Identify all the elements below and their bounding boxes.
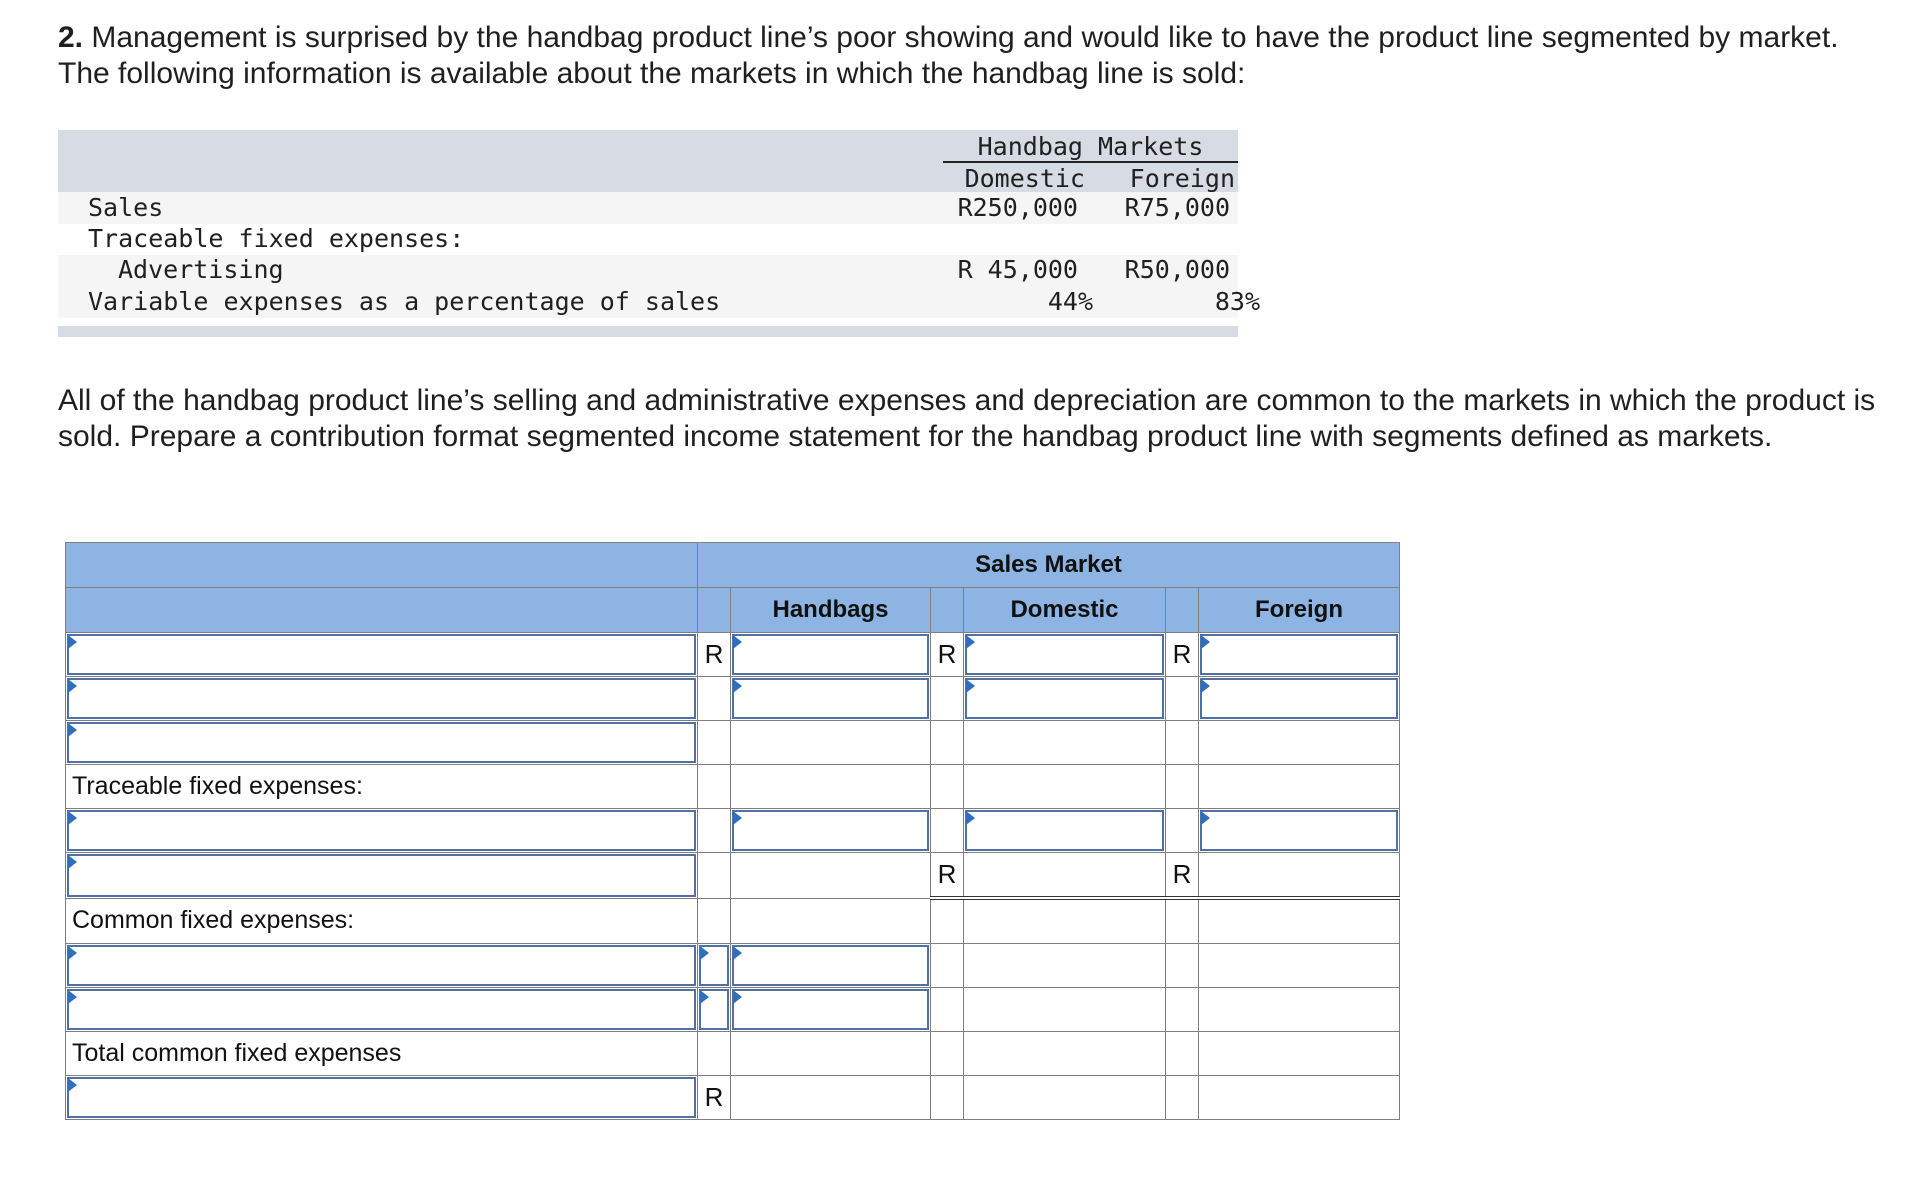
amount-cell	[731, 988, 931, 1032]
empty-cell	[1166, 809, 1199, 853]
amount-cell	[1199, 633, 1400, 677]
handbags-input[interactable]	[732, 634, 929, 675]
empty-cell	[931, 1032, 964, 1076]
empty-cell	[1199, 988, 1400, 1032]
empty-cell	[1199, 765, 1400, 809]
currency-input[interactable]	[699, 989, 729, 1030]
currency-input[interactable]	[699, 945, 729, 986]
label-input-cell	[66, 988, 698, 1032]
foreign-input[interactable]	[1200, 634, 1398, 675]
empty-cell	[931, 809, 964, 853]
foreign-input[interactable]	[1200, 678, 1398, 719]
total-common-fixed-label: Total common fixed expenses	[66, 1032, 698, 1076]
handbags-input[interactable]	[732, 945, 929, 986]
currency-symbol: R	[931, 633, 964, 677]
segmented-income-statement	[65, 542, 1400, 1120]
handbags-input[interactable]	[732, 989, 929, 1030]
empty-cell	[698, 809, 731, 853]
empty-cell	[698, 765, 731, 809]
empty-cell	[731, 1032, 931, 1076]
label-input-cell	[66, 633, 698, 677]
domestic-input[interactable]	[965, 678, 1164, 719]
empty-cell	[964, 988, 1166, 1032]
question-task: All of the handbag product line’s selling and administrative expenses and depreciation are common to the markets in which the product is sold. Prepare a contribution format segmented income statement for the handbag product line with segments defined as markets.	[58, 384, 1876, 453]
col-header-handbags: Handbags	[731, 588, 931, 633]
domestic-input[interactable]	[965, 810, 1164, 851]
amount-cell	[964, 809, 1166, 853]
label-input[interactable]	[67, 854, 696, 897]
header-blank	[66, 543, 698, 588]
header-blank	[931, 588, 964, 633]
label-input-cell	[66, 1076, 698, 1120]
info-value: R250,000	[957, 193, 1078, 222]
empty-cell	[964, 1076, 1166, 1120]
info-row-label: Traceable fixed expenses:	[88, 224, 465, 253]
amount-cell	[731, 677, 931, 721]
question-number: 2.	[58, 21, 84, 54]
empty-cell	[964, 898, 1166, 944]
amount-cell	[731, 633, 931, 677]
header-blank	[66, 588, 698, 633]
empty-cell	[731, 898, 931, 944]
common-fixed-label: Common fixed expenses:	[66, 898, 698, 944]
label-input[interactable]	[67, 678, 696, 719]
empty-cell	[1166, 721, 1199, 765]
empty-cell	[931, 898, 964, 944]
amount-cell	[1199, 677, 1400, 721]
foreign-input[interactable]	[1200, 810, 1398, 851]
label-input[interactable]	[67, 810, 696, 851]
col-header-foreign: Foreign	[1199, 588, 1400, 633]
empty-cell	[1166, 1032, 1199, 1076]
empty-cell	[1199, 721, 1400, 765]
label-input[interactable]	[67, 634, 696, 675]
segment-margin-cell	[1199, 853, 1400, 899]
info-value: 83%	[1214, 287, 1260, 316]
empty-cell	[698, 1032, 731, 1076]
label-input[interactable]	[67, 1077, 696, 1118]
info-col-foreign: Foreign	[1129, 164, 1235, 193]
empty-cell	[931, 721, 964, 765]
empty-cell	[964, 944, 1166, 988]
traceable-fixed-label: Traceable fixed expenses:	[66, 765, 698, 809]
info-value: 44%	[1047, 287, 1093, 316]
empty-cell	[1166, 944, 1199, 988]
empty-cell	[1199, 1076, 1400, 1120]
amount-cell	[964, 677, 1166, 721]
empty-cell	[964, 1032, 1166, 1076]
handbags-input[interactable]	[732, 678, 929, 719]
info-group-header: Handbag Markets	[977, 132, 1204, 161]
label-input-cell	[66, 944, 698, 988]
handbags-input[interactable]	[732, 810, 929, 851]
label-input-cell	[66, 853, 698, 899]
label-input[interactable]	[67, 945, 696, 986]
header-rule	[943, 161, 1238, 163]
empty-cell	[698, 721, 731, 765]
empty-cell	[1199, 898, 1400, 944]
empty-cell	[698, 898, 731, 944]
info-row-label: Variable expenses as a percentage of sales	[88, 287, 721, 316]
label-input[interactable]	[67, 989, 696, 1030]
sales-market-header: Sales Market	[698, 543, 1400, 588]
handbag-markets-table	[58, 130, 1260, 337]
empty-cell	[1166, 898, 1199, 944]
info-value: R50,000	[1124, 255, 1230, 284]
segment-margin-cell	[964, 853, 1166, 899]
empty-cell	[931, 765, 964, 809]
question-intro-text: Management is surprised by the handbag product line’s poor showing and would like to have the product line segmented by market. The following information is available about the markets in which the handbag line is sold:	[58, 21, 1839, 90]
info-row-label: Sales	[88, 193, 164, 222]
label-input-cell	[66, 721, 698, 765]
footer-band	[58, 326, 1238, 337]
currency-input-cell	[698, 988, 731, 1032]
label-input-cell	[66, 809, 698, 853]
domestic-input[interactable]	[965, 634, 1164, 675]
amount-cell	[731, 1076, 931, 1120]
currency-input-cell	[698, 944, 731, 988]
amount-cell	[731, 809, 931, 853]
amount-cell	[964, 633, 1166, 677]
currency-symbol: R	[698, 1076, 731, 1120]
info-value: R 45,000	[957, 255, 1078, 284]
empty-cell	[931, 1076, 964, 1120]
empty-cell	[1166, 1076, 1199, 1120]
empty-cell	[1166, 988, 1199, 1032]
empty-cell	[931, 677, 964, 721]
question-intro	[58, 20, 1898, 92]
empty-cell	[964, 765, 1166, 809]
currency-symbol: R	[698, 633, 731, 677]
info-value: R75,000	[1124, 193, 1230, 222]
info-col-domestic: Domestic	[964, 164, 1085, 193]
empty-cell	[731, 765, 931, 809]
empty-cell	[698, 677, 731, 721]
amount-cell	[1199, 809, 1400, 853]
currency-symbol: R	[1166, 633, 1199, 677]
currency-symbol: R	[1166, 853, 1199, 899]
currency-symbol: R	[931, 853, 964, 899]
amount-cell	[731, 944, 931, 988]
col-header-domestic: Domestic	[964, 588, 1166, 633]
label-input[interactable]	[67, 722, 696, 763]
empty-cell	[1166, 765, 1199, 809]
info-row-label: Advertising	[118, 255, 284, 284]
empty-cell	[964, 721, 1166, 765]
header-blank	[1166, 588, 1199, 633]
header-blank	[698, 588, 731, 633]
empty-cell	[1166, 677, 1199, 721]
empty-cell	[931, 988, 964, 1032]
empty-cell	[698, 853, 731, 899]
empty-cell	[931, 944, 964, 988]
empty-cell	[731, 721, 931, 765]
empty-cell	[1199, 944, 1400, 988]
empty-cell	[731, 853, 931, 899]
label-input-cell	[66, 677, 698, 721]
empty-cell	[1199, 1032, 1400, 1076]
